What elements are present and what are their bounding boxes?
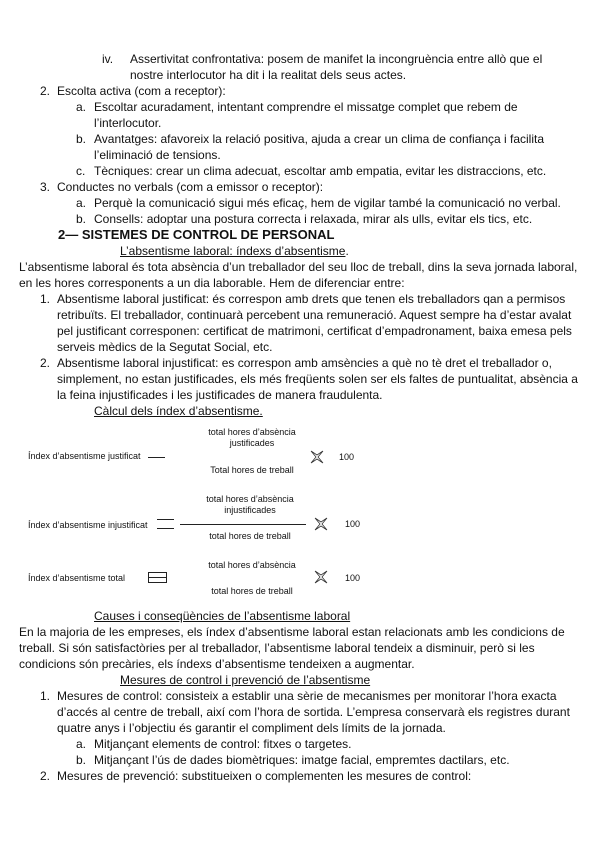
list-item-text: Mitjançant l’ús de dades biomètriques: imatge facial, empremtes dactilars, etc. bbox=[94, 753, 510, 767]
list-item-text: Tècniques: crear un clima adecuat, escoltar amb empatia, evitar les distraccions, etc. bbox=[94, 164, 547, 178]
list-item-text: Absentisme laboral injustificat: es correspon amb amsències a què no tè dret el treballador o, simplement, no estan justificades, els més freqüents solen ser els faltes de puntualitat, absència a la feina injustificades i les justificades de manera fraudulenta. bbox=[57, 356, 578, 402]
numerator-line-1: total hores d’absència bbox=[208, 560, 296, 570]
formula-label: Índex d’absentisme justificat bbox=[28, 451, 141, 461]
list-item-text: Mesures de prevenció: substitueixen o complementen les mesures de control: bbox=[57, 769, 472, 783]
formula-denominator: total hores de treball bbox=[209, 531, 291, 541]
section-heading: 2— SISTEMES DE CONTROL DE PERSONAL bbox=[58, 227, 335, 242]
equals-sign bbox=[148, 453, 165, 458]
list-marker: c. bbox=[76, 164, 86, 178]
formula-unjustified bbox=[0, 492, 600, 546]
formula-justified bbox=[0, 425, 600, 479]
subsection-heading-text: L’absentisme laboral: índexs d’absentisme bbox=[120, 244, 346, 258]
numerator-line-1: total hores d’absència bbox=[208, 427, 296, 437]
formula-numerator bbox=[196, 560, 308, 571]
list-marker: 2. bbox=[40, 769, 51, 783]
list-marker: 1. bbox=[40, 292, 51, 306]
subsection-heading-end: . bbox=[345, 244, 349, 258]
list-marker: a. bbox=[76, 737, 87, 751]
list-item-text: Escolta activa (com a receptor): bbox=[57, 84, 226, 98]
list-item-text: nostre interlocutor ha dit i la realitat dels seus actes. bbox=[130, 68, 407, 82]
multiply-icon bbox=[313, 569, 329, 585]
list-item-text: Consells: adoptar una postura correcta i relaxada, mirar als ulls, evitar els tics, etc. bbox=[94, 212, 533, 226]
list-item-text: Avantatges: afavoreix la relació positiva, ajuda a crear un clima de confiança i facilita bbox=[94, 132, 545, 146]
equals-sign bbox=[148, 572, 167, 583]
formula-label: Índex d’absentisme total bbox=[28, 573, 126, 583]
list-item-text: Mitjançant elements de control: fitxes o targetes. bbox=[94, 737, 352, 751]
calc-heading: Càlcul dels índex d’absentisme. bbox=[94, 404, 263, 418]
list-marker: b. bbox=[76, 132, 87, 146]
multiply-icon bbox=[309, 449, 325, 465]
formula-multiplier: 100 bbox=[345, 519, 361, 529]
fraction-bar bbox=[180, 524, 306, 525]
list-item-text: l’eliminació de tensions. bbox=[94, 148, 221, 162]
formula-multiplier: 100 bbox=[345, 573, 361, 583]
list-item-text: Conductes no verbals (com a emissor o receptor): bbox=[57, 180, 324, 194]
list-item-text: l’interlocutor. bbox=[94, 116, 162, 130]
list-marker: iv. bbox=[102, 52, 114, 66]
intro-paragraph: L’absentisme laboral és tota absència d’un treballador del seu lloc de treball, dins la seva jornada laboral, en les hores corresponents a un dia laborable. Hem de diferenciar entre: bbox=[19, 260, 578, 290]
formula-multiplier: 100 bbox=[339, 452, 355, 462]
numerator-line-2: justificades bbox=[229, 438, 275, 448]
formula-denominator: total hores de treball bbox=[211, 586, 293, 596]
formula-numerator bbox=[196, 427, 308, 449]
list-marker: 2. bbox=[40, 356, 51, 370]
list-marker: b. bbox=[76, 212, 87, 226]
causes-heading: Causes i conseqüències de l’absentisme laboral bbox=[94, 609, 351, 623]
subsection-heading bbox=[120, 243, 349, 259]
list-marker: 3. bbox=[40, 180, 51, 194]
list-item-text: Mesures de control: consisteix a establir una sèrie de mecanismes per monitorar l’hora exacta d’accés al centre de treball, així com l’hora de sortida. L’empresa conservarà els registres durant quatre anys i l’objectiu és garantir el compliment dels límits de la jornada. bbox=[57, 689, 570, 735]
numerator-line-2: injustificades bbox=[224, 505, 276, 515]
list-item-text: Escoltar acuradament, intentant comprendre el missatge complet que rebem de bbox=[94, 100, 518, 114]
formula-total bbox=[0, 555, 600, 609]
list-marker: a. bbox=[76, 196, 87, 210]
formula-numerator bbox=[188, 494, 312, 516]
causes-paragraph: En la majoria de les empreses, els índex d’absentisme laboral estan relacionats amb les condicions de treball. Si són satisfactòries per al treballador, l’absentisme laboral tendeix a disminuir, però si les condicions són precàries, els índexs d’absentisme tendeixen a augmentar. bbox=[19, 625, 565, 671]
list-item-text: Perquè la comunicació sigui més eficaç, hem de vigilar també la comunicació no verbal. bbox=[94, 196, 561, 210]
list-marker: b. bbox=[76, 753, 87, 767]
multiply-icon bbox=[313, 516, 329, 532]
list-marker: 2. bbox=[40, 84, 51, 98]
formula-denominator: Total hores de treball bbox=[210, 465, 294, 475]
formula-label: Índex d’absentisme injustificat bbox=[28, 520, 148, 530]
list-marker: 1. bbox=[40, 689, 51, 703]
numerator-line-1: total hores d’absència bbox=[206, 494, 294, 504]
equals-sign bbox=[157, 519, 174, 529]
list-item-text: Absentisme laboral justificat: és correspon amb drets que tenen els treballadors qan a permisos retribuïts. El treballador, continuarà percebent una remuneració. Aquest sempre ha d’estar avalat pel justificant corresponen: certificat de matrimoni, certificat d’empadronament, baixa emesa pels serveis mèdics de la Segutat Social, etc. bbox=[57, 292, 572, 354]
measures-heading: Mesures de control i prevenció de l’absentisme bbox=[120, 673, 371, 687]
list-item-text: Assertivitat confrontativa: posem de manifet la incongruència entre allò que el bbox=[130, 52, 543, 66]
list-marker: a. bbox=[76, 100, 87, 114]
